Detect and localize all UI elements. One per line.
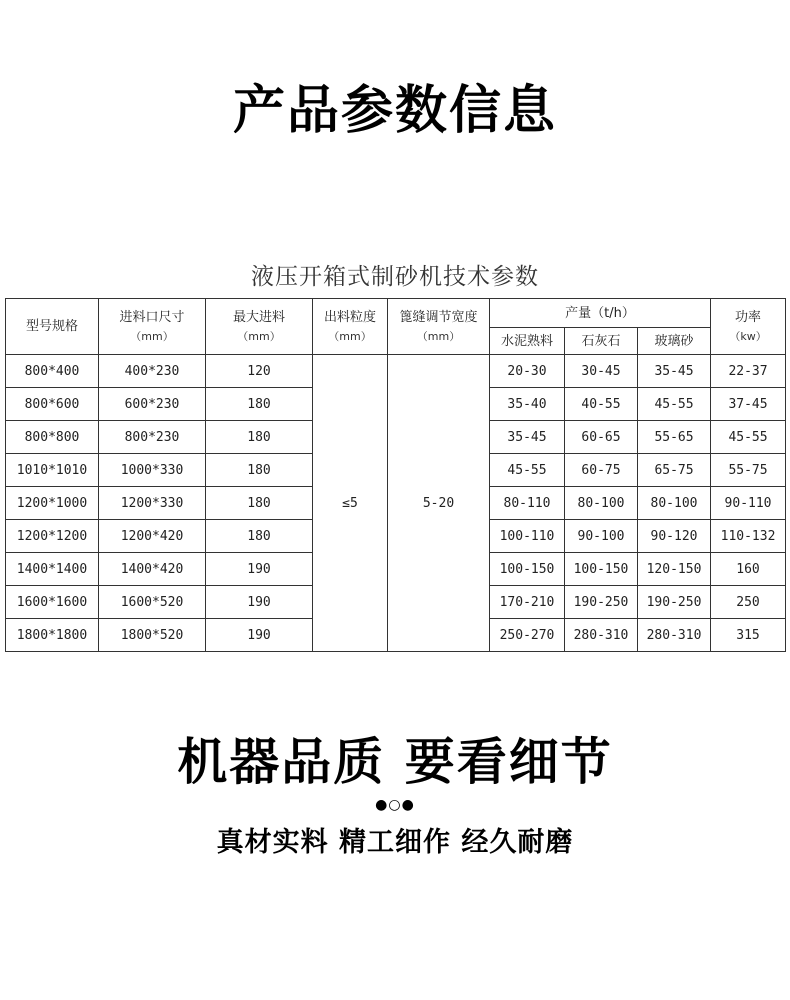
cell-glass: 280-310 bbox=[638, 619, 711, 652]
cell-max-feed: 180 bbox=[206, 421, 313, 454]
spec-table bbox=[5, 298, 786, 652]
cell-cement: 100-150 bbox=[490, 553, 565, 586]
cell-glass: 55-65 bbox=[638, 421, 711, 454]
table-row bbox=[6, 355, 786, 388]
header-capacity: 产量（t/h） bbox=[490, 299, 711, 328]
cell-cement: 100-110 bbox=[490, 520, 565, 553]
cell-model: 1800*1800 bbox=[6, 619, 99, 652]
cell-inlet: 400*230 bbox=[99, 355, 206, 388]
cell-cement: 80-110 bbox=[490, 487, 565, 520]
cell-max-feed: 180 bbox=[206, 520, 313, 553]
header-output-size: 出料粒度 （mm） bbox=[313, 299, 388, 355]
cell-inlet: 1200*330 bbox=[99, 487, 206, 520]
cell-output-size: ≤5 bbox=[313, 355, 388, 652]
cell-model: 1400*1400 bbox=[6, 553, 99, 586]
cell-max-feed: 190 bbox=[206, 553, 313, 586]
cell-power: 160 bbox=[711, 553, 786, 586]
cell-model: 1200*1000 bbox=[6, 487, 99, 520]
cell-cement: 35-40 bbox=[490, 388, 565, 421]
cell-glass: 65-75 bbox=[638, 454, 711, 487]
cell-limestone: 90-100 bbox=[565, 520, 638, 553]
cell-cement: 45-55 bbox=[490, 454, 565, 487]
header-glass: 玻璃砂 bbox=[638, 328, 711, 355]
cell-model: 1200*1200 bbox=[6, 520, 99, 553]
cell-power: 37-45 bbox=[711, 388, 786, 421]
cell-inlet: 600*230 bbox=[99, 388, 206, 421]
section-subtitle: 机器品质 要看细节 bbox=[177, 733, 613, 791]
cell-cement: 20-30 bbox=[490, 355, 565, 388]
header-gap: 篦缝调节宽度 （mm） bbox=[388, 299, 490, 355]
cell-cement: 35-45 bbox=[490, 421, 565, 454]
cell-inlet: 1200*420 bbox=[99, 520, 206, 553]
header-inlet: 进料口尺寸 （mm） bbox=[99, 299, 206, 355]
cell-glass: 90-120 bbox=[638, 520, 711, 553]
cell-limestone: 60-65 bbox=[565, 421, 638, 454]
cell-power: 110-132 bbox=[711, 520, 786, 553]
cell-limestone: 60-75 bbox=[565, 454, 638, 487]
decorative-dots: ●○● bbox=[375, 797, 415, 813]
cell-power: 90-110 bbox=[711, 487, 786, 520]
header-power: 功率 （kw） bbox=[711, 299, 786, 355]
cell-gap: 5-20 bbox=[388, 355, 490, 652]
cell-inlet: 800*230 bbox=[99, 421, 206, 454]
cell-inlet: 1800*520 bbox=[99, 619, 206, 652]
cell-model: 1600*1600 bbox=[6, 586, 99, 619]
cell-power: 22-37 bbox=[711, 355, 786, 388]
cell-limestone: 40-55 bbox=[565, 388, 638, 421]
tagline: 真材实料 精工细作 经久耐磨 bbox=[216, 827, 574, 858]
cell-power: 55-75 bbox=[711, 454, 786, 487]
cell-power: 315 bbox=[711, 619, 786, 652]
cell-cement: 170-210 bbox=[490, 586, 565, 619]
cell-glass: 35-45 bbox=[638, 355, 711, 388]
cell-max-feed: 120 bbox=[206, 355, 313, 388]
cell-limestone: 30-45 bbox=[565, 355, 638, 388]
cell-limestone: 280-310 bbox=[565, 619, 638, 652]
cell-model: 1010*1010 bbox=[6, 454, 99, 487]
page-title: 产品参数信息 bbox=[232, 81, 557, 141]
cell-limestone: 100-150 bbox=[565, 553, 638, 586]
cell-glass: 190-250 bbox=[638, 586, 711, 619]
cell-inlet: 1600*520 bbox=[99, 586, 206, 619]
cell-max-feed: 190 bbox=[206, 586, 313, 619]
cell-power: 250 bbox=[711, 586, 786, 619]
header-max-feed: 最大进料 （mm） bbox=[206, 299, 313, 355]
header-model: 型号规格 bbox=[6, 299, 99, 355]
cell-inlet: 1000*330 bbox=[99, 454, 206, 487]
header-limestone: 石灰石 bbox=[565, 328, 638, 355]
cell-max-feed: 190 bbox=[206, 619, 313, 652]
header-cement: 水泥熟料 bbox=[490, 328, 565, 355]
table-caption: 液压开箱式制砂机技术参数 bbox=[251, 264, 539, 290]
cell-power: 45-55 bbox=[711, 421, 786, 454]
cell-model: 800*800 bbox=[6, 421, 99, 454]
cell-max-feed: 180 bbox=[206, 487, 313, 520]
cell-glass: 120-150 bbox=[638, 553, 711, 586]
cell-cement: 250-270 bbox=[490, 619, 565, 652]
cell-model: 800*400 bbox=[6, 355, 99, 388]
cell-model: 800*600 bbox=[6, 388, 99, 421]
cell-glass: 80-100 bbox=[638, 487, 711, 520]
cell-inlet: 1400*420 bbox=[99, 553, 206, 586]
cell-max-feed: 180 bbox=[206, 454, 313, 487]
cell-glass: 45-55 bbox=[638, 388, 711, 421]
cell-max-feed: 180 bbox=[206, 388, 313, 421]
cell-limestone: 190-250 bbox=[565, 586, 638, 619]
cell-limestone: 80-100 bbox=[565, 487, 638, 520]
